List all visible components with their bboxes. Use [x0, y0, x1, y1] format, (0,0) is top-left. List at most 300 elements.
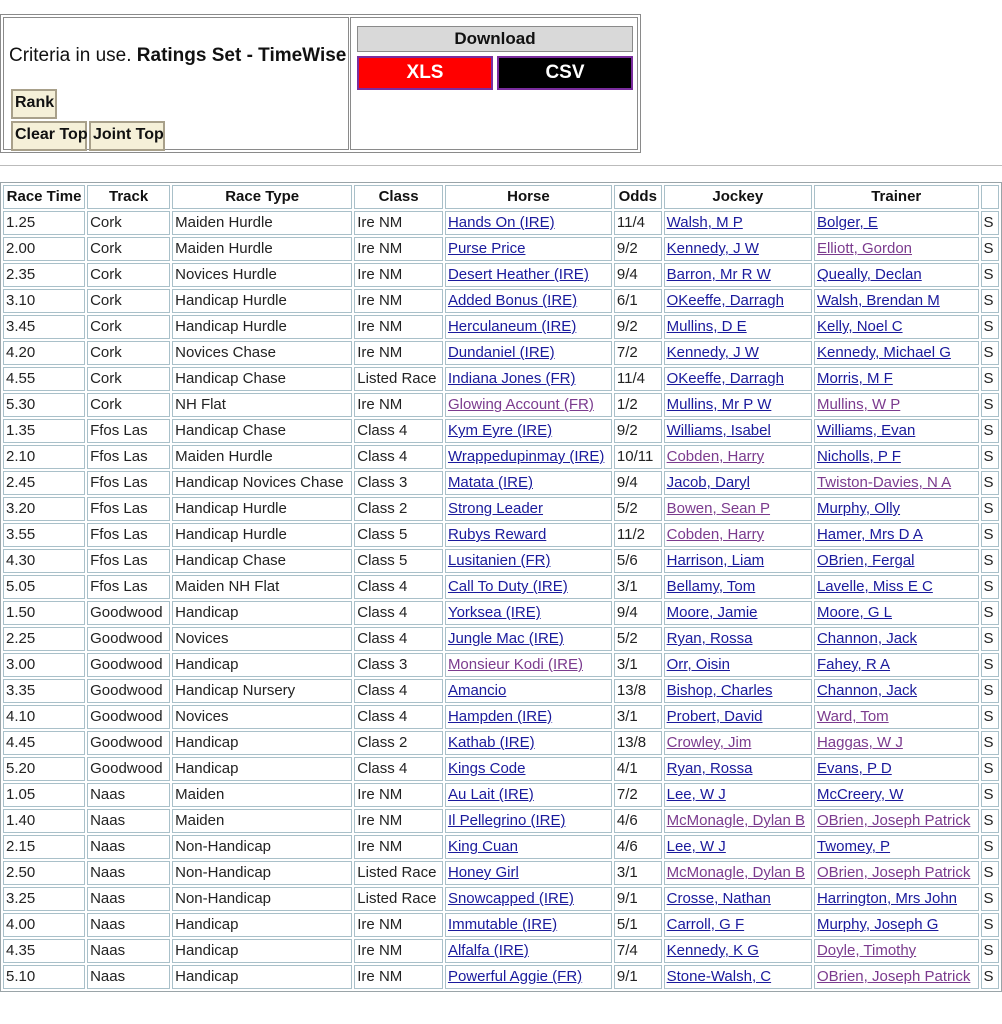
- race-type-cell: NH Flat: [172, 393, 352, 417]
- horse-link[interactable]: Immutable (IRE): [447, 916, 558, 933]
- track-cell: Cork: [87, 211, 170, 235]
- horse-cell: [445, 419, 612, 443]
- track-cell: Naas: [87, 965, 170, 989]
- jockey-cell: [664, 627, 812, 651]
- race-type-cell: Non-Handicap: [172, 861, 352, 885]
- header-trainer: Trainer: [814, 185, 979, 209]
- horse-cell: [445, 367, 612, 391]
- trainer-cell: [814, 419, 979, 443]
- jockey-link[interactable]: Crosse, Nathan: [666, 890, 771, 907]
- class-cell: Ire NM: [354, 289, 443, 313]
- trainer-cell: [814, 211, 979, 235]
- class-cell: Class 2: [354, 497, 443, 521]
- race-type-cell: Maiden Hurdle: [172, 211, 352, 235]
- horse-link[interactable]: Il Pellegrino (IRE): [447, 812, 566, 829]
- race-time-cell: 3.10: [3, 289, 85, 313]
- table-row: [3, 679, 999, 703]
- horse-cell: [445, 705, 612, 729]
- trainer-link[interactable]: Harrington, Mrs John: [816, 890, 958, 907]
- jockey-link[interactable]: Jacob, Daryl: [666, 474, 750, 491]
- extra-cell: S: [981, 445, 999, 469]
- horse-cell: [445, 731, 612, 755]
- horse-cell: [445, 445, 612, 469]
- trainer-link[interactable]: Ward, Tom: [816, 708, 889, 725]
- jockey-link[interactable]: Carroll, G F: [666, 916, 745, 933]
- class-cell: Ire NM: [354, 835, 443, 859]
- class-cell: Class 4: [354, 419, 443, 443]
- horse-link[interactable]: Au Lait (IRE): [447, 786, 534, 803]
- class-cell: Ire NM: [354, 913, 443, 937]
- jockey-link[interactable]: OKeeffe, Darragh: [666, 370, 784, 387]
- race-type-cell: Handicap Nursery: [172, 679, 352, 703]
- jockey-link[interactable]: Orr, Oisin: [666, 656, 730, 673]
- header-race-time: Race Time: [3, 185, 85, 209]
- odds-cell: 10/11: [614, 445, 662, 469]
- class-cell: Class 4: [354, 705, 443, 729]
- race-type-cell: Handicap Chase: [172, 419, 352, 443]
- jockey-cell: [664, 601, 812, 625]
- jockey-link[interactable]: Barron, Mr R W: [666, 266, 771, 283]
- horse-link[interactable]: Monsieur Kodi (IRE): [447, 656, 583, 673]
- horse-link[interactable]: Snowcapped (IRE): [447, 890, 574, 907]
- jockey-link[interactable]: Bishop, Charles: [666, 682, 773, 699]
- trainer-link[interactable]: Nicholls, P F: [816, 448, 901, 465]
- race-time-cell: 4.00: [3, 913, 85, 937]
- odds-cell: 4/1: [614, 757, 662, 781]
- trainer-cell: [814, 315, 979, 339]
- trainer-cell: [814, 367, 979, 391]
- horse-cell: [445, 497, 612, 521]
- jockey-link[interactable]: Mullins, Mr P W: [666, 396, 772, 413]
- jockey-cell: [664, 393, 812, 417]
- track-cell: Goodwood: [87, 653, 170, 677]
- class-cell: Ire NM: [354, 939, 443, 963]
- race-time-cell: 4.45: [3, 731, 85, 755]
- jockey-link[interactable]: Walsh, M P: [666, 214, 743, 231]
- race-time-cell: 2.15: [3, 835, 85, 859]
- horse-link[interactable]: Strong Leader: [447, 500, 544, 517]
- horse-cell: [445, 471, 612, 495]
- trainer-link[interactable]: Murphy, Joseph G: [816, 916, 939, 933]
- extra-cell: S: [981, 211, 999, 235]
- header-race-type: Race Type: [172, 185, 352, 209]
- horse-link[interactable]: Yorksea (IRE): [447, 604, 541, 621]
- race-type-cell: Non-Handicap: [172, 887, 352, 911]
- horse-link[interactable]: Added Bonus (IRE): [447, 292, 578, 309]
- horse-link[interactable]: Kym Eyre (IRE): [447, 422, 553, 439]
- header-extra: [981, 185, 999, 209]
- horse-link[interactable]: Herculaneum (IRE): [447, 318, 577, 335]
- race-time-cell: 3.25: [3, 887, 85, 911]
- table-row: [3, 237, 999, 261]
- trainer-link[interactable]: OBrien, Joseph Patrick: [816, 864, 971, 881]
- jockey-cell: [664, 757, 812, 781]
- horse-link[interactable]: Hampden (IRE): [447, 708, 553, 725]
- table-row: [3, 653, 999, 677]
- odds-cell: 5/6: [614, 549, 662, 573]
- odds-cell: 9/4: [614, 601, 662, 625]
- trainer-cell: [814, 939, 979, 963]
- race-time-cell: 1.25: [3, 211, 85, 235]
- extra-cell: S: [981, 783, 999, 807]
- table-row: [3, 809, 999, 833]
- jockey-cell: [664, 965, 812, 989]
- horse-link[interactable]: King Cuan: [447, 838, 518, 855]
- trainer-link[interactable]: Queally, Declan: [816, 266, 922, 283]
- trainer-cell: [814, 393, 979, 417]
- race-time-cell: 4.20: [3, 341, 85, 365]
- table-row: [3, 471, 999, 495]
- trainer-cell: [814, 263, 979, 287]
- horse-cell: [445, 679, 612, 703]
- horse-link[interactable]: Honey Girl: [447, 864, 519, 881]
- trainer-link[interactable]: Haggas, W J: [816, 734, 903, 751]
- jockey-link[interactable]: Ryan, Rossa: [666, 630, 753, 647]
- odds-cell: 5/1: [614, 913, 662, 937]
- table-row: [3, 835, 999, 859]
- jockey-cell: [664, 419, 812, 443]
- extra-cell: S: [981, 965, 999, 989]
- table-row: [3, 419, 999, 443]
- trainer-link[interactable]: Kennedy, Michael G: [816, 344, 951, 361]
- trainer-cell: [814, 471, 979, 495]
- race-time-cell: 3.55: [3, 523, 85, 547]
- class-cell: Ire NM: [354, 783, 443, 807]
- trainer-link[interactable]: Lavelle, Miss E C: [816, 578, 933, 595]
- track-cell: Naas: [87, 887, 170, 911]
- horse-cell: [445, 653, 612, 677]
- odds-cell: 5/2: [614, 497, 662, 521]
- horse-cell: [445, 939, 612, 963]
- trainer-link[interactable]: McCreery, W: [816, 786, 904, 803]
- race-type-cell: Handicap: [172, 601, 352, 625]
- table-row: [3, 783, 999, 807]
- jockey-link[interactable]: Cobden, Harry: [666, 526, 765, 543]
- class-cell: Ire NM: [354, 341, 443, 365]
- table-row: [3, 315, 999, 339]
- jockey-link[interactable]: Harrison, Liam: [666, 552, 765, 569]
- class-cell: Ire NM: [354, 211, 443, 235]
- race-type-cell: Novices: [172, 705, 352, 729]
- race-type-cell: Maiden: [172, 783, 352, 807]
- class-cell: Listed Race: [354, 367, 443, 391]
- horse-cell: [445, 861, 612, 885]
- track-cell: Ffos Las: [87, 497, 170, 521]
- trainer-link[interactable]: Channon, Jack: [816, 682, 918, 699]
- jockey-link[interactable]: Bowen, Sean P: [666, 500, 771, 517]
- header-odds: Odds: [614, 185, 662, 209]
- odds-cell: 7/4: [614, 939, 662, 963]
- jockey-cell: [664, 523, 812, 547]
- horse-link[interactable]: Matata (IRE): [447, 474, 533, 491]
- horse-cell: [445, 263, 612, 287]
- trainer-cell: [814, 913, 979, 937]
- rank-button[interactable]: Rank: [11, 89, 57, 119]
- horse-link[interactable]: Hands On (IRE): [447, 214, 555, 231]
- horse-link[interactable]: Rubys Reward: [447, 526, 547, 543]
- jockey-link[interactable]: Mullins, D E: [666, 318, 747, 335]
- table-row: [3, 341, 999, 365]
- race-time-cell: 2.45: [3, 471, 85, 495]
- horse-link[interactable]: Powerful Aggie (FR): [447, 968, 583, 985]
- table-row: [3, 289, 999, 313]
- download-csv-button[interactable]: CSV: [497, 56, 633, 90]
- track-cell: Naas: [87, 861, 170, 885]
- trainer-link[interactable]: Williams, Evan: [816, 422, 916, 439]
- trainer-link[interactable]: OBrien, Joseph Patrick: [816, 968, 971, 985]
- jockey-cell: [664, 835, 812, 859]
- jockey-cell: [664, 237, 812, 261]
- race-type-cell: Maiden Hurdle: [172, 445, 352, 469]
- race-type-cell: Maiden Hurdle: [172, 237, 352, 261]
- trainer-link[interactable]: Kelly, Noel C: [816, 318, 903, 335]
- trainer-link[interactable]: Fahey, R A: [816, 656, 891, 673]
- trainer-cell: [814, 627, 979, 651]
- trainer-link[interactable]: Elliott, Gordon: [816, 240, 913, 257]
- table-row: [3, 861, 999, 885]
- race-time-cell: 4.30: [3, 549, 85, 573]
- criteria-section: [3, 17, 349, 150]
- table-row: [3, 731, 999, 755]
- jockey-link[interactable]: McMonagle, Dylan B: [666, 812, 806, 829]
- horse-cell: [445, 835, 612, 859]
- jockey-link[interactable]: Kennedy, J W: [666, 344, 759, 361]
- class-cell: Class 5: [354, 523, 443, 547]
- horse-link[interactable]: Kings Code: [447, 760, 526, 777]
- race-time-cell: 2.35: [3, 263, 85, 287]
- class-cell: Ire NM: [354, 809, 443, 833]
- jockey-link[interactable]: Lee, W J: [666, 786, 726, 803]
- horse-cell: [445, 341, 612, 365]
- track-cell: Goodwood: [87, 757, 170, 781]
- odds-cell: 9/1: [614, 965, 662, 989]
- horse-link[interactable]: Dundaniel (IRE): [447, 344, 555, 361]
- odds-cell: 4/6: [614, 835, 662, 859]
- class-cell: Class 4: [354, 445, 443, 469]
- jockey-link[interactable]: Williams, Isabel: [666, 422, 771, 439]
- trainer-link[interactable]: Bolger, E: [816, 214, 878, 231]
- criteria-prefix: Criteria in use.: [9, 45, 132, 66]
- trainer-link[interactable]: Moore, G L: [816, 604, 892, 621]
- trainer-link[interactable]: Twiston-Davies, N A: [816, 474, 952, 491]
- jockey-link[interactable]: Stone-Walsh, C: [666, 968, 772, 985]
- track-cell: Goodwood: [87, 679, 170, 703]
- jockey-cell: [664, 705, 812, 729]
- extra-cell: S: [981, 263, 999, 287]
- jockey-cell: [664, 575, 812, 599]
- extra-cell: S: [981, 367, 999, 391]
- horse-cell: [445, 289, 612, 313]
- table-row: [3, 523, 999, 547]
- trainer-link[interactable]: Mullins, W P: [816, 396, 901, 413]
- horse-link[interactable]: Call To Duty (IRE): [447, 578, 568, 595]
- trainer-link[interactable]: Hamer, Mrs D A: [816, 526, 923, 543]
- jockey-link[interactable]: Moore, Jamie: [666, 604, 758, 621]
- horse-link[interactable]: Wrappedupinmay (IRE): [447, 448, 605, 465]
- odds-cell: 7/2: [614, 341, 662, 365]
- trainer-link[interactable]: Morris, M F: [816, 370, 893, 387]
- race-time-cell: 3.35: [3, 679, 85, 703]
- race-time-cell: 5.05: [3, 575, 85, 599]
- trainer-cell: [814, 237, 979, 261]
- trainer-cell: [814, 653, 979, 677]
- trainer-cell: [814, 783, 979, 807]
- table-row: [3, 367, 999, 391]
- race-time-cell: 2.00: [3, 237, 85, 261]
- jockey-cell: [664, 341, 812, 365]
- ratings-set-label: Ratings Set - TimeWise: [136, 45, 347, 66]
- trainer-link[interactable]: Evans, P D: [816, 760, 892, 777]
- horse-cell: [445, 237, 612, 261]
- jockey-link[interactable]: Kennedy, J W: [666, 240, 759, 257]
- odds-cell: 7/2: [614, 783, 662, 807]
- trainer-cell: [814, 965, 979, 989]
- track-cell: Goodwood: [87, 731, 170, 755]
- race-time-cell: 4.35: [3, 939, 85, 963]
- track-cell: Ffos Las: [87, 549, 170, 573]
- table-row: [3, 263, 999, 287]
- track-cell: Goodwood: [87, 627, 170, 651]
- trainer-link[interactable]: Walsh, Brendan M: [816, 292, 940, 309]
- trainer-link[interactable]: Doyle, Timothy: [816, 942, 917, 959]
- table-row: [3, 601, 999, 625]
- jockey-link[interactable]: Probert, David: [666, 708, 763, 725]
- odds-cell: 1/2: [614, 393, 662, 417]
- race-type-cell: Handicap: [172, 913, 352, 937]
- race-time-cell: 5.20: [3, 757, 85, 781]
- table-row: [3, 575, 999, 599]
- download-section: [350, 17, 638, 150]
- trainer-cell: [814, 497, 979, 521]
- track-cell: Naas: [87, 913, 170, 937]
- class-cell: Class 4: [354, 757, 443, 781]
- horse-cell: [445, 393, 612, 417]
- race-time-cell: 1.35: [3, 419, 85, 443]
- odds-cell: 11/4: [614, 211, 662, 235]
- trainer-cell: [814, 549, 979, 573]
- extra-cell: S: [981, 341, 999, 365]
- trainer-cell: [814, 341, 979, 365]
- horse-link[interactable]: Lusitanien (FR): [447, 552, 551, 569]
- table-row: [3, 757, 999, 781]
- trainer-link[interactable]: Twomey, P: [816, 838, 891, 855]
- header-track: Track: [87, 185, 170, 209]
- trainer-link[interactable]: Channon, Jack: [816, 630, 918, 647]
- horse-cell: [445, 913, 612, 937]
- extra-cell: S: [981, 419, 999, 443]
- race-time-cell: 5.30: [3, 393, 85, 417]
- race-type-cell: Novices Chase: [172, 341, 352, 365]
- results-table: [0, 182, 1002, 992]
- jockey-link[interactable]: Bellamy, Tom: [666, 578, 756, 595]
- race-time-cell: 4.55: [3, 367, 85, 391]
- extra-cell: S: [981, 471, 999, 495]
- horse-link[interactable]: Alfalfa (IRE): [447, 942, 529, 959]
- extra-cell: S: [981, 653, 999, 677]
- race-type-cell: Non-Handicap: [172, 835, 352, 859]
- class-cell: Class 4: [354, 627, 443, 651]
- class-cell: Class 3: [354, 653, 443, 677]
- trainer-cell: [814, 575, 979, 599]
- extra-cell: S: [981, 835, 999, 859]
- horse-cell: [445, 315, 612, 339]
- jockey-link[interactable]: Lee, W J: [666, 838, 726, 855]
- class-cell: Class 5: [354, 549, 443, 573]
- odds-cell: 3/1: [614, 861, 662, 885]
- race-type-cell: Handicap: [172, 653, 352, 677]
- track-cell: Ffos Las: [87, 575, 170, 599]
- horse-link[interactable]: Glowing Account (FR): [447, 396, 594, 413]
- track-cell: Cork: [87, 367, 170, 391]
- horse-cell: [445, 211, 612, 235]
- jockey-link[interactable]: McMonagle, Dylan B: [666, 864, 806, 881]
- horse-link[interactable]: Purse Price: [447, 240, 526, 257]
- race-type-cell: Maiden NH Flat: [172, 575, 352, 599]
- horse-link[interactable]: Indiana Jones (FR): [447, 370, 576, 387]
- jockey-cell: [664, 939, 812, 963]
- jockey-link[interactable]: OKeeffe, Darragh: [666, 292, 784, 309]
- horse-cell: [445, 575, 612, 599]
- horse-cell: [445, 523, 612, 547]
- trainer-link[interactable]: Murphy, Olly: [816, 500, 901, 517]
- jockey-cell: [664, 263, 812, 287]
- trainer-cell: [814, 523, 979, 547]
- horse-cell: [445, 601, 612, 625]
- race-time-cell: 4.10: [3, 705, 85, 729]
- trainer-link[interactable]: OBrien, Fergal: [816, 552, 915, 569]
- jockey-link[interactable]: Kennedy, K G: [666, 942, 759, 959]
- class-cell: Class 3: [354, 471, 443, 495]
- joint-top-button[interactable]: Joint Top: [89, 121, 165, 151]
- jockey-cell: [664, 549, 812, 573]
- jockey-cell: [664, 913, 812, 937]
- track-cell: Naas: [87, 809, 170, 833]
- criteria-panel: [0, 14, 641, 153]
- clear-top-button[interactable]: Clear Top: [11, 121, 87, 151]
- table-row: [3, 939, 999, 963]
- odds-cell: 9/4: [614, 471, 662, 495]
- track-cell: Goodwood: [87, 705, 170, 729]
- horse-link[interactable]: Amancio: [447, 682, 507, 699]
- track-cell: Naas: [87, 939, 170, 963]
- jockey-link[interactable]: Cobden, Harry: [666, 448, 765, 465]
- horse-link[interactable]: Desert Heather (IRE): [447, 266, 589, 283]
- jockey-cell: [664, 653, 812, 677]
- download-xls-button[interactable]: XLS: [357, 56, 493, 90]
- jockey-link[interactable]: Crowley, Jim: [666, 734, 752, 751]
- trainer-link[interactable]: OBrien, Joseph Patrick: [816, 812, 971, 829]
- trainer-cell: [814, 445, 979, 469]
- horse-link[interactable]: Jungle Mac (IRE): [447, 630, 564, 647]
- class-cell: Class 4: [354, 601, 443, 625]
- jockey-cell: [664, 679, 812, 703]
- horse-cell: [445, 783, 612, 807]
- table-row: [3, 887, 999, 911]
- odds-cell: 9/2: [614, 315, 662, 339]
- trainer-cell: [814, 861, 979, 885]
- extra-cell: S: [981, 289, 999, 313]
- horse-link[interactable]: Kathab (IRE): [447, 734, 535, 751]
- horse-cell: [445, 627, 612, 651]
- class-cell: Ire NM: [354, 315, 443, 339]
- jockey-link[interactable]: Ryan, Rossa: [666, 760, 753, 777]
- odds-cell: 13/8: [614, 731, 662, 755]
- trainer-cell: [814, 809, 979, 833]
- horse-cell: [445, 809, 612, 833]
- odds-cell: 13/8: [614, 679, 662, 703]
- race-type-cell: Novices: [172, 627, 352, 651]
- race-type-cell: Handicap Chase: [172, 549, 352, 573]
